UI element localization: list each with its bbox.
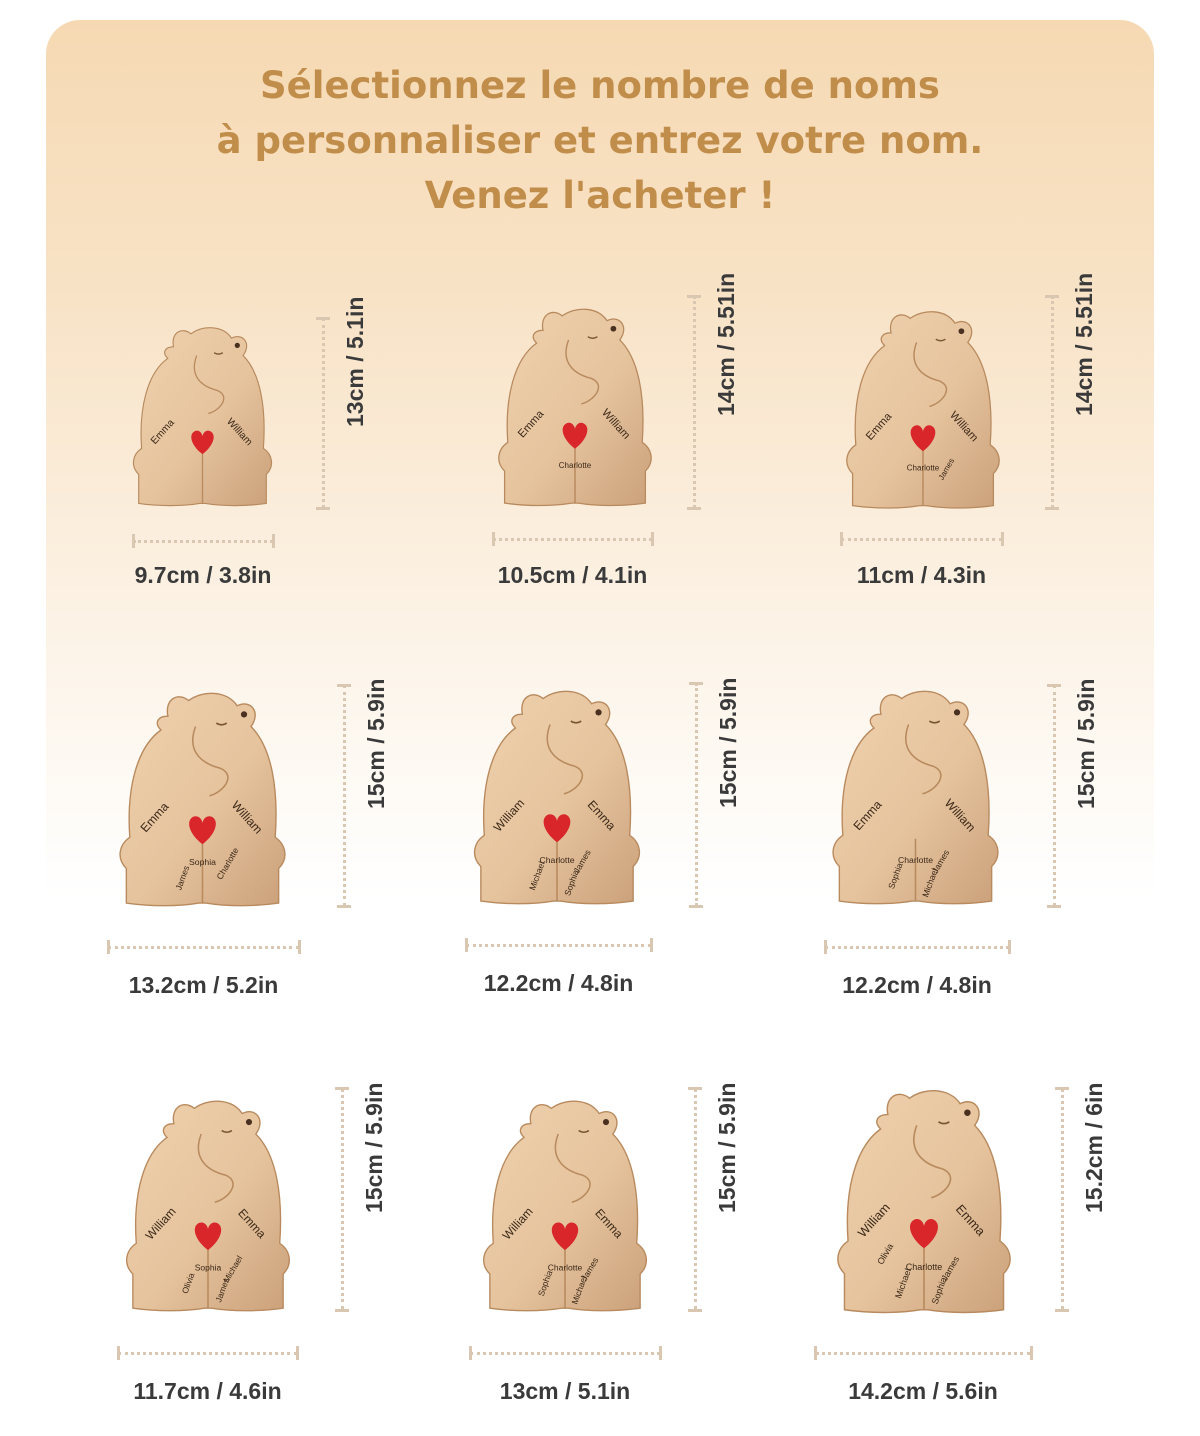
measure-tick <box>651 532 654 546</box>
engraved-name: Michael <box>893 1267 914 1300</box>
engraved-name: Emma <box>137 799 172 836</box>
height-measure-line <box>341 1088 344 1310</box>
engraved-name: William <box>228 798 266 837</box>
measure-tick <box>1030 1346 1033 1360</box>
engraved-name: Olivia <box>875 1241 896 1267</box>
engraved-name: William <box>499 1204 536 1243</box>
engraved-name: Charlotte <box>539 855 575 865</box>
bear-puzzle <box>467 683 647 912</box>
engraved-name: James <box>936 456 957 482</box>
width-label: 12.2cm / 4.8in <box>842 972 992 998</box>
bear-puzzle <box>105 685 300 914</box>
engraved-name: Sophia <box>886 861 905 891</box>
width-label: 12.2cm / 4.8in <box>483 970 634 996</box>
engraved-name: Sophia <box>535 1269 555 1298</box>
measure-tick <box>659 1346 662 1360</box>
measure-tick <box>688 1309 702 1312</box>
engraved-name: Emma <box>952 1202 988 1239</box>
measure-tick <box>840 532 843 546</box>
measure-tick <box>132 534 135 548</box>
bear-puzzle <box>843 303 1003 517</box>
engraved-name: Emma <box>863 410 895 443</box>
measure-tick <box>1055 1087 1069 1090</box>
width-label: 9.7cm / 3.8in <box>134 562 272 588</box>
measure-tick <box>1047 684 1061 687</box>
measure-tick <box>335 1087 349 1090</box>
engraved-name: Sophia <box>189 857 216 867</box>
width-measure-line <box>133 540 273 543</box>
height-measure-line <box>343 685 346 906</box>
width-measure-line <box>493 538 652 541</box>
height-measure-line <box>322 318 325 508</box>
measure-tick <box>687 507 701 510</box>
engraved-name: Michael <box>920 867 940 899</box>
engraved-name: Charlotte <box>558 460 592 470</box>
width-measure-line <box>466 944 651 947</box>
bear-puzzle <box>495 298 655 517</box>
engraved-name: Sophia <box>562 868 581 898</box>
bear-puzzle-image <box>843 303 1003 513</box>
title-line-1: Sélectionnez le nombre de noms <box>260 64 940 107</box>
measure-tick <box>1055 1309 1069 1312</box>
engraved-name: Emma <box>584 797 619 834</box>
measure-tick <box>296 1346 299 1360</box>
width-label: 13.2cm / 5.2in <box>128 972 279 998</box>
engraved-name: William <box>941 796 979 835</box>
measure-tick <box>688 1087 702 1090</box>
bear-puzzle-image <box>105 685 300 910</box>
page-title <box>0 58 1200 223</box>
height-measure-line <box>694 1088 697 1310</box>
engraved-name: James <box>571 847 593 876</box>
width-label: 11.7cm / 4.6in <box>133 1378 282 1404</box>
measure-tick <box>1008 940 1011 954</box>
measure-tick <box>316 507 330 510</box>
width-measure-line <box>118 1352 297 1355</box>
engraved-name: Charlotte <box>906 463 940 473</box>
measure-tick <box>469 1346 472 1360</box>
bear-puzzle-image <box>470 1093 660 1315</box>
engraved-name: William <box>224 416 255 448</box>
engraved-name: Michael <box>527 860 547 892</box>
engraved-name: William <box>855 1200 893 1241</box>
bear-puzzle <box>823 683 1008 912</box>
bear-puzzle <box>470 1093 660 1319</box>
engraved-name: James <box>213 1276 232 1304</box>
measure-tick <box>465 938 468 952</box>
engraved-name: Charlotte <box>214 845 241 882</box>
measure-tick <box>650 938 653 952</box>
title-line-2: à personnaliser et entrez votre nom. <box>216 119 984 162</box>
measure-tick <box>824 940 827 954</box>
engraved-name: Sophia <box>929 1275 949 1306</box>
bear-puzzle <box>815 1082 1033 1321</box>
height-label: 14cm / 5.51in <box>1071 272 1097 416</box>
engraved-name: Emma <box>850 797 885 834</box>
engraved-name: William <box>599 406 633 442</box>
measure-tick <box>117 1346 120 1360</box>
engraved-name: William <box>947 409 981 445</box>
engraved-name: James <box>173 864 192 892</box>
engraved-name: James <box>929 847 952 876</box>
height-measure-line <box>1061 1088 1064 1310</box>
measure-tick <box>492 532 495 546</box>
engraved-name: James <box>579 1255 601 1283</box>
width-measure-line <box>108 946 299 949</box>
engraved-name: William <box>142 1204 179 1243</box>
height-measure-line <box>1051 296 1054 508</box>
engraved-name: Olivia <box>179 1271 197 1295</box>
measure-tick <box>689 905 703 908</box>
bear-puzzle <box>130 320 275 514</box>
measure-tick <box>337 684 351 687</box>
measure-tick <box>1045 507 1059 510</box>
measure-tick <box>337 905 351 908</box>
engraved-name: James <box>939 1254 962 1283</box>
height-measure-line <box>693 296 696 508</box>
engraved-name: Emma <box>515 408 547 441</box>
height-measure-line <box>695 683 698 906</box>
bear-puzzle-image <box>823 683 1008 908</box>
measure-tick <box>689 682 703 685</box>
engraved-name: Emma <box>235 1206 269 1242</box>
height-label: 15cm / 5.9in <box>361 1082 387 1213</box>
height-label: 15cm / 5.9in <box>715 677 741 808</box>
width-label: 11cm / 4.3in <box>856 562 987 588</box>
bear-puzzle <box>118 1093 298 1319</box>
engraved-name: Emma <box>592 1206 626 1242</box>
measure-tick <box>335 1309 349 1312</box>
measure-tick <box>1047 905 1061 908</box>
bear-puzzle-image <box>467 683 647 908</box>
measure-tick <box>687 295 701 298</box>
engraved-name: Charlotte <box>547 1262 583 1273</box>
width-label: 10.5cm / 4.1in <box>497 562 648 588</box>
engraved-name: Michael <box>569 1274 589 1306</box>
engraved-name: Sophia <box>194 1262 222 1273</box>
width-measure-line <box>815 1352 1031 1355</box>
engraved-name: Michael <box>221 1253 245 1285</box>
measure-tick <box>316 317 330 320</box>
engraved-name: William <box>490 796 528 835</box>
width-measure-line <box>470 1352 660 1355</box>
engraved-name: Charlotte <box>897 855 934 865</box>
measure-tick <box>814 1346 817 1360</box>
width-measure-line <box>825 946 1009 949</box>
bear-puzzle-image <box>495 298 655 513</box>
engraved-name: Emma <box>149 417 177 447</box>
bear-puzzle-image <box>118 1093 298 1315</box>
measure-tick <box>272 534 275 548</box>
measure-tick <box>1045 295 1059 298</box>
bear-puzzle-image <box>130 320 275 510</box>
engraved-name: Charlotte <box>905 1262 943 1272</box>
height-measure-line <box>1053 685 1056 906</box>
height-label: 13cm / 5.1in <box>342 296 368 427</box>
height-label: 15.2cm / 6in <box>1081 1082 1107 1213</box>
width-measure-line <box>841 538 1002 541</box>
bear-puzzle-image <box>815 1082 1033 1317</box>
width-label: 13cm / 5.1in <box>499 1378 631 1404</box>
measure-tick <box>107 940 110 954</box>
measure-tick <box>1001 532 1004 546</box>
width-label: 14.2cm / 5.6in <box>848 1378 998 1404</box>
height-label: 15cm / 5.9in <box>714 1082 740 1213</box>
measure-tick <box>298 940 301 954</box>
height-label: 14cm / 5.51in <box>713 272 739 416</box>
height-label: 15cm / 5.9in <box>1073 678 1099 809</box>
title-line-3: Venez l'acheter ! <box>424 174 776 217</box>
height-label: 15cm / 5.9in <box>363 678 389 809</box>
